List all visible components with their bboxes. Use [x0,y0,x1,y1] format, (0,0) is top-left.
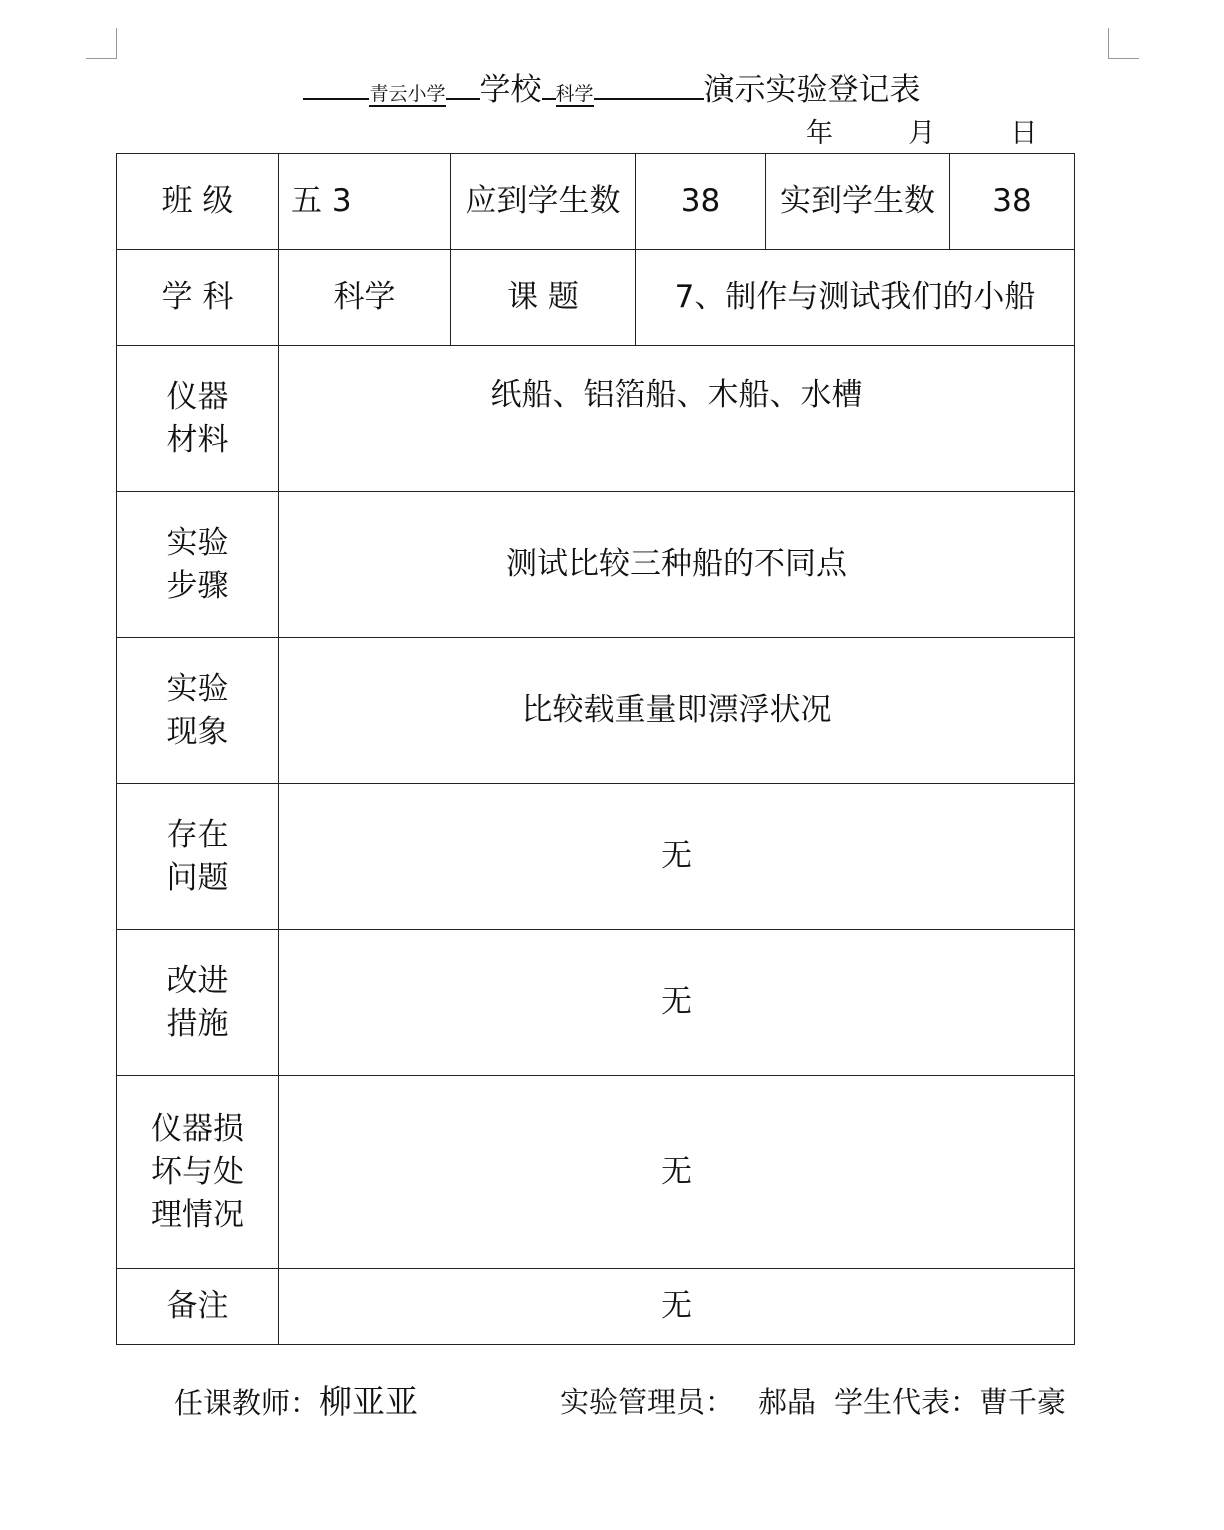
phenomena-value: 比较载重量即漂浮状况 [279,638,1075,784]
actual-students-label: 实到学生数 [766,154,950,250]
actual-students-value: 38 [950,154,1075,250]
year-label: 年 [806,118,833,149]
table-row [117,346,1075,492]
topic-label: 课 题 [451,250,636,346]
notes-label: 备注 [117,1269,279,1345]
form-name: 演示实验登记表 [703,72,921,108]
subject-label: 学 科 [117,250,279,346]
topic-value: 7、制作与测试我们的小船 [636,250,1075,346]
table-row [117,784,1075,930]
expected-students-value: 38 [636,154,766,250]
steps-value: 测试比较三种船的不同点 [279,492,1075,638]
teacher-name: 柳亚亚 [319,1382,419,1421]
problems-label [117,784,279,930]
day-label: 日 [1010,118,1038,149]
admin-name: 郝晶 [758,1385,817,1419]
improvement-value: 无 [279,930,1075,1076]
notes-value: 无 [279,1269,1075,1345]
damage-value: 无 [279,1076,1075,1269]
steps-label-line: 实验 [166,524,229,561]
damage-label [117,1076,279,1269]
table-row [117,1269,1075,1345]
school-suffix: 学校 [479,72,542,108]
damage-label-line: 理情况 [151,1196,244,1233]
title-blank [542,66,556,100]
expected-students-label: 应到学生数 [451,154,636,250]
improvement-label [117,930,279,1076]
materials-label-line: 仪器 [166,378,229,415]
table-row [117,930,1075,1076]
student-name: 曹千豪 [979,1385,1067,1419]
class-label: 班 级 [117,154,279,250]
registration-table [116,153,1075,1345]
admin-signature [560,1380,816,1424]
subject-value: 科学 [279,250,451,346]
page-corner-mark-left [86,28,117,59]
table-row [117,250,1075,346]
materials-label [117,346,279,492]
title-blank [594,66,704,100]
phenomena-label [117,638,279,784]
admin-label: 实验管理员： [560,1385,735,1419]
table-row [117,638,1075,784]
steps-label-line: 步骤 [166,567,229,604]
school-name: 青云小学 [369,83,446,105]
damage-label-line: 仪器损 [151,1110,244,1147]
form-title [0,66,1224,116]
page-corner-mark-right [1108,28,1139,59]
improvement-label-line: 措施 [166,1005,229,1042]
teacher-label: 任课教师： [174,1386,320,1420]
steps-label [117,492,279,638]
table-row [117,492,1075,638]
subject-name: 科学 [555,83,594,105]
materials-label-line: 材料 [166,421,229,458]
improvement-label-line: 改进 [166,962,229,999]
date-line [806,116,1037,152]
damage-label-line: 坏与处 [151,1153,244,1190]
teacher-signature [174,1380,418,1425]
table-row [117,1076,1075,1269]
materials-value: 纸船、铝箔船、木船、水槽 [279,346,1075,492]
student-signature [834,1380,1066,1424]
title-blank [446,66,480,100]
class-value: 五 3 [279,154,451,250]
title-blank [303,66,369,100]
table-row [117,154,1075,250]
phenomena-label-line: 现象 [166,713,229,750]
student-label: 学生代表： [834,1385,980,1419]
month-label: 月 [908,118,936,149]
phenomena-label-line: 实验 [166,670,229,707]
problems-value: 无 [279,784,1075,930]
problems-label-line: 存在 [166,816,229,853]
problems-label-line: 问题 [166,859,229,896]
